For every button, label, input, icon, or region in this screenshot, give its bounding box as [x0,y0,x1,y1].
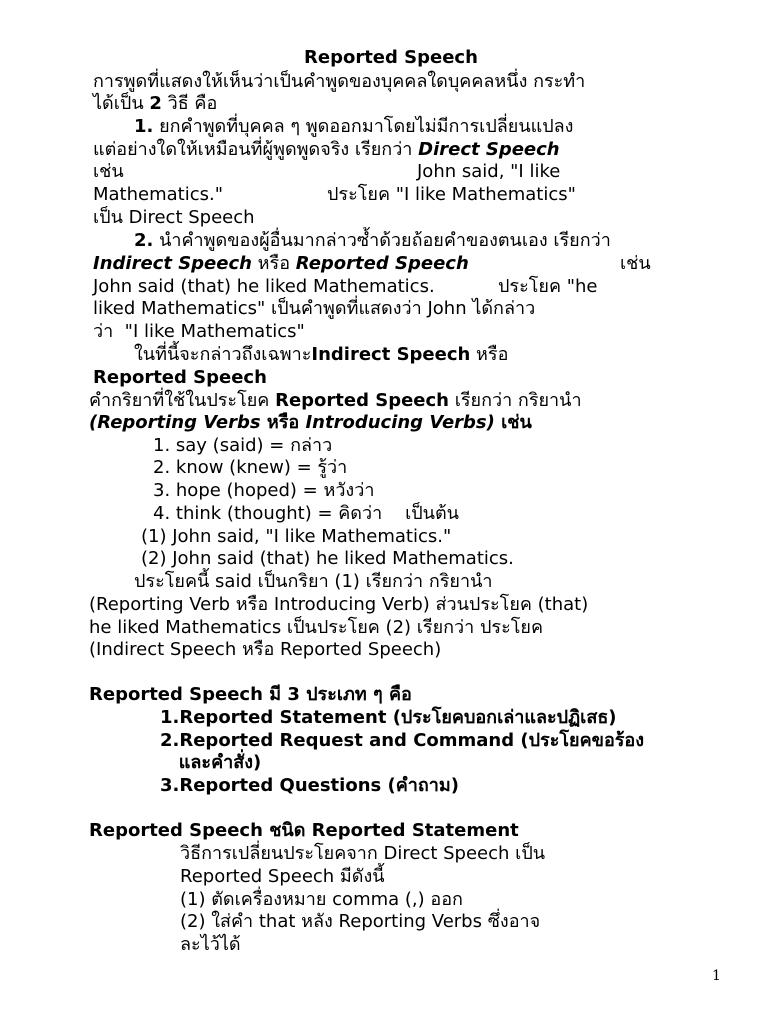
reporting-verbs-term: (Reporting Verbs [89,412,261,433]
types-heading-text: มี 3 ประเภท ๆ คือ [262,684,412,705]
explanation-line: (Indirect Speech หรือ Reported Speech) [89,639,442,660]
method-1-line-2 [93,139,560,162]
reported-speech-term: Reported Speech [295,253,469,274]
scope-line-1 [134,344,508,367]
example-sentence: (2) John said (that) he liked Mathematics. [141,548,514,569]
intro-number: 2 [149,93,162,114]
method-1-text-2: แต่อย่างใดให้เหมือนที่ผู้พูดพูดจริง เรียกว่า [93,139,419,160]
method-2-line-1 [134,230,611,253]
verbs-or: หรือ [260,412,306,433]
indirect-speech-term: Indirect Speech [93,253,252,274]
type-item: 2.Reported Request and Command (ประโยคขอร้อง [160,730,645,751]
type-item: และคำสั่ง) [160,752,262,773]
verbs-intro-line-2 [89,412,532,435]
statement-line: วิธีการเปลี่ยนประโยคจาก Direct Speech เป็น [180,843,546,864]
method-2-line-2 [93,253,469,276]
introducing-verbs-term: Introducing Verbs) [305,412,495,433]
scope-term: Indirect Speech [311,344,471,365]
method-1-example-label: เช่น [93,161,124,182]
type-item: 1.Reported Statement (ประโยคบอกเล่าและปฏิเสธ) [160,707,617,728]
method-2-example: John said (that) he liked Mathematics. [93,276,435,297]
method-2-or: หรือ [251,253,296,274]
method-2-example-label: เช่น [620,253,651,274]
explanation-line: (Reporting Verb หรือ Introducing Verb) ส่วนประโยค (that) [89,594,589,615]
method-1-example-end: Mathematics." [93,184,223,205]
verb-item: 2. know (knew) = รู้ว่า [153,457,348,478]
method-1-number: 1. [134,116,154,137]
verbs-intro-text: คำกริยาที่ใช้ในประโยค [89,390,276,411]
direct-speech-term: Direct Speech [418,139,560,160]
page-title: Reported Speech [304,47,478,68]
method-2-text: นำคำพูดของผู้อื่นมากล่าวซ้ำด้วยถ้อยคำของตนเอง เรียกว่า [153,230,611,251]
page-number: 1 [712,968,721,984]
intro-line-2-text: ได้เป็น [93,93,150,114]
scope-text: ในที่นี้จะกล่าวถึงเฉพาะ [134,344,312,365]
statement-heading-term: Reported Speech [89,820,263,841]
explanation-line: he liked Mathematics เป็นประโยค (2) เรียกว่า ประโยค [89,617,543,638]
verbs-intro-term: Reported Speech [275,390,449,411]
statement-line: Reported Speech มีดังนี้ [180,866,385,887]
example-sentence: (1) John said, "I like Mathematics." [141,526,452,547]
statement-line: (2) ใส่คำ that หลัง Reporting Verbs ซึ่งอาจ [180,911,541,932]
verb-item: 1. say (said) = กล่าว [153,435,333,456]
method-2-sentence-start: ประโยค "he [498,276,598,297]
verbs-intro-line-1 [89,390,582,413]
types-heading-term: Reported Speech [89,684,263,705]
intro-line-2 [93,93,217,116]
method-1-text: ยกคำพูดที่บุคคล ๆ พูดออกมาโดยไม่มีการเปลี่ยนแปลง [153,116,574,137]
type-item: 3.Reported Questions (คำถาม) [160,775,459,796]
scope-line-2: Reported Speech [93,367,267,388]
verb-item: 3. hope (hoped) = หวังว่า [153,480,375,501]
statement-heading-of: ชนิด [262,820,312,841]
verb-item: 4. think (thought) = คิดว่า เป็นต้น [153,503,459,524]
method-2-number: 2. [134,230,154,251]
verbs-such-as: เช่น [494,412,532,433]
method-1-line-5: เป็น Direct Speech [93,207,255,228]
types-heading [89,684,412,707]
statement-line: (1) ตัดเครื่องหมาย comma (,) ออก [180,889,463,910]
intro-line-1: การพูดที่แสดงให้เห็นว่าเป็นคำพูดของบุคคลใดบุคคลหนึ่ง กระทำ [93,71,586,92]
intro-line-2-end: วิธี คือ [161,93,218,114]
scope-or: หรือ [470,344,509,365]
verbs-intro-text-end: เรียกว่า กริยานำ [449,390,582,411]
method-1-sentence: ประโยค "I like Mathematics" [327,184,576,205]
statement-line: ละไว้ได้ [180,934,241,955]
explanation-line: ประโยคนี้ said เป็นกริยา (1) เรียกว่า กริยานำ [134,571,493,592]
method-1-example-start: John said, "I like [417,161,561,182]
method-2-line-4: liked Mathematics" เป็นคำพูดที่แสดงว่า John ได้กล่าว [93,298,536,319]
method-2-line-5: ว่า "I like Mathematics" [93,321,305,342]
method-1-line-1 [134,116,573,139]
statement-heading [89,820,519,843]
statement-heading-type: Reported Statement [311,820,519,841]
